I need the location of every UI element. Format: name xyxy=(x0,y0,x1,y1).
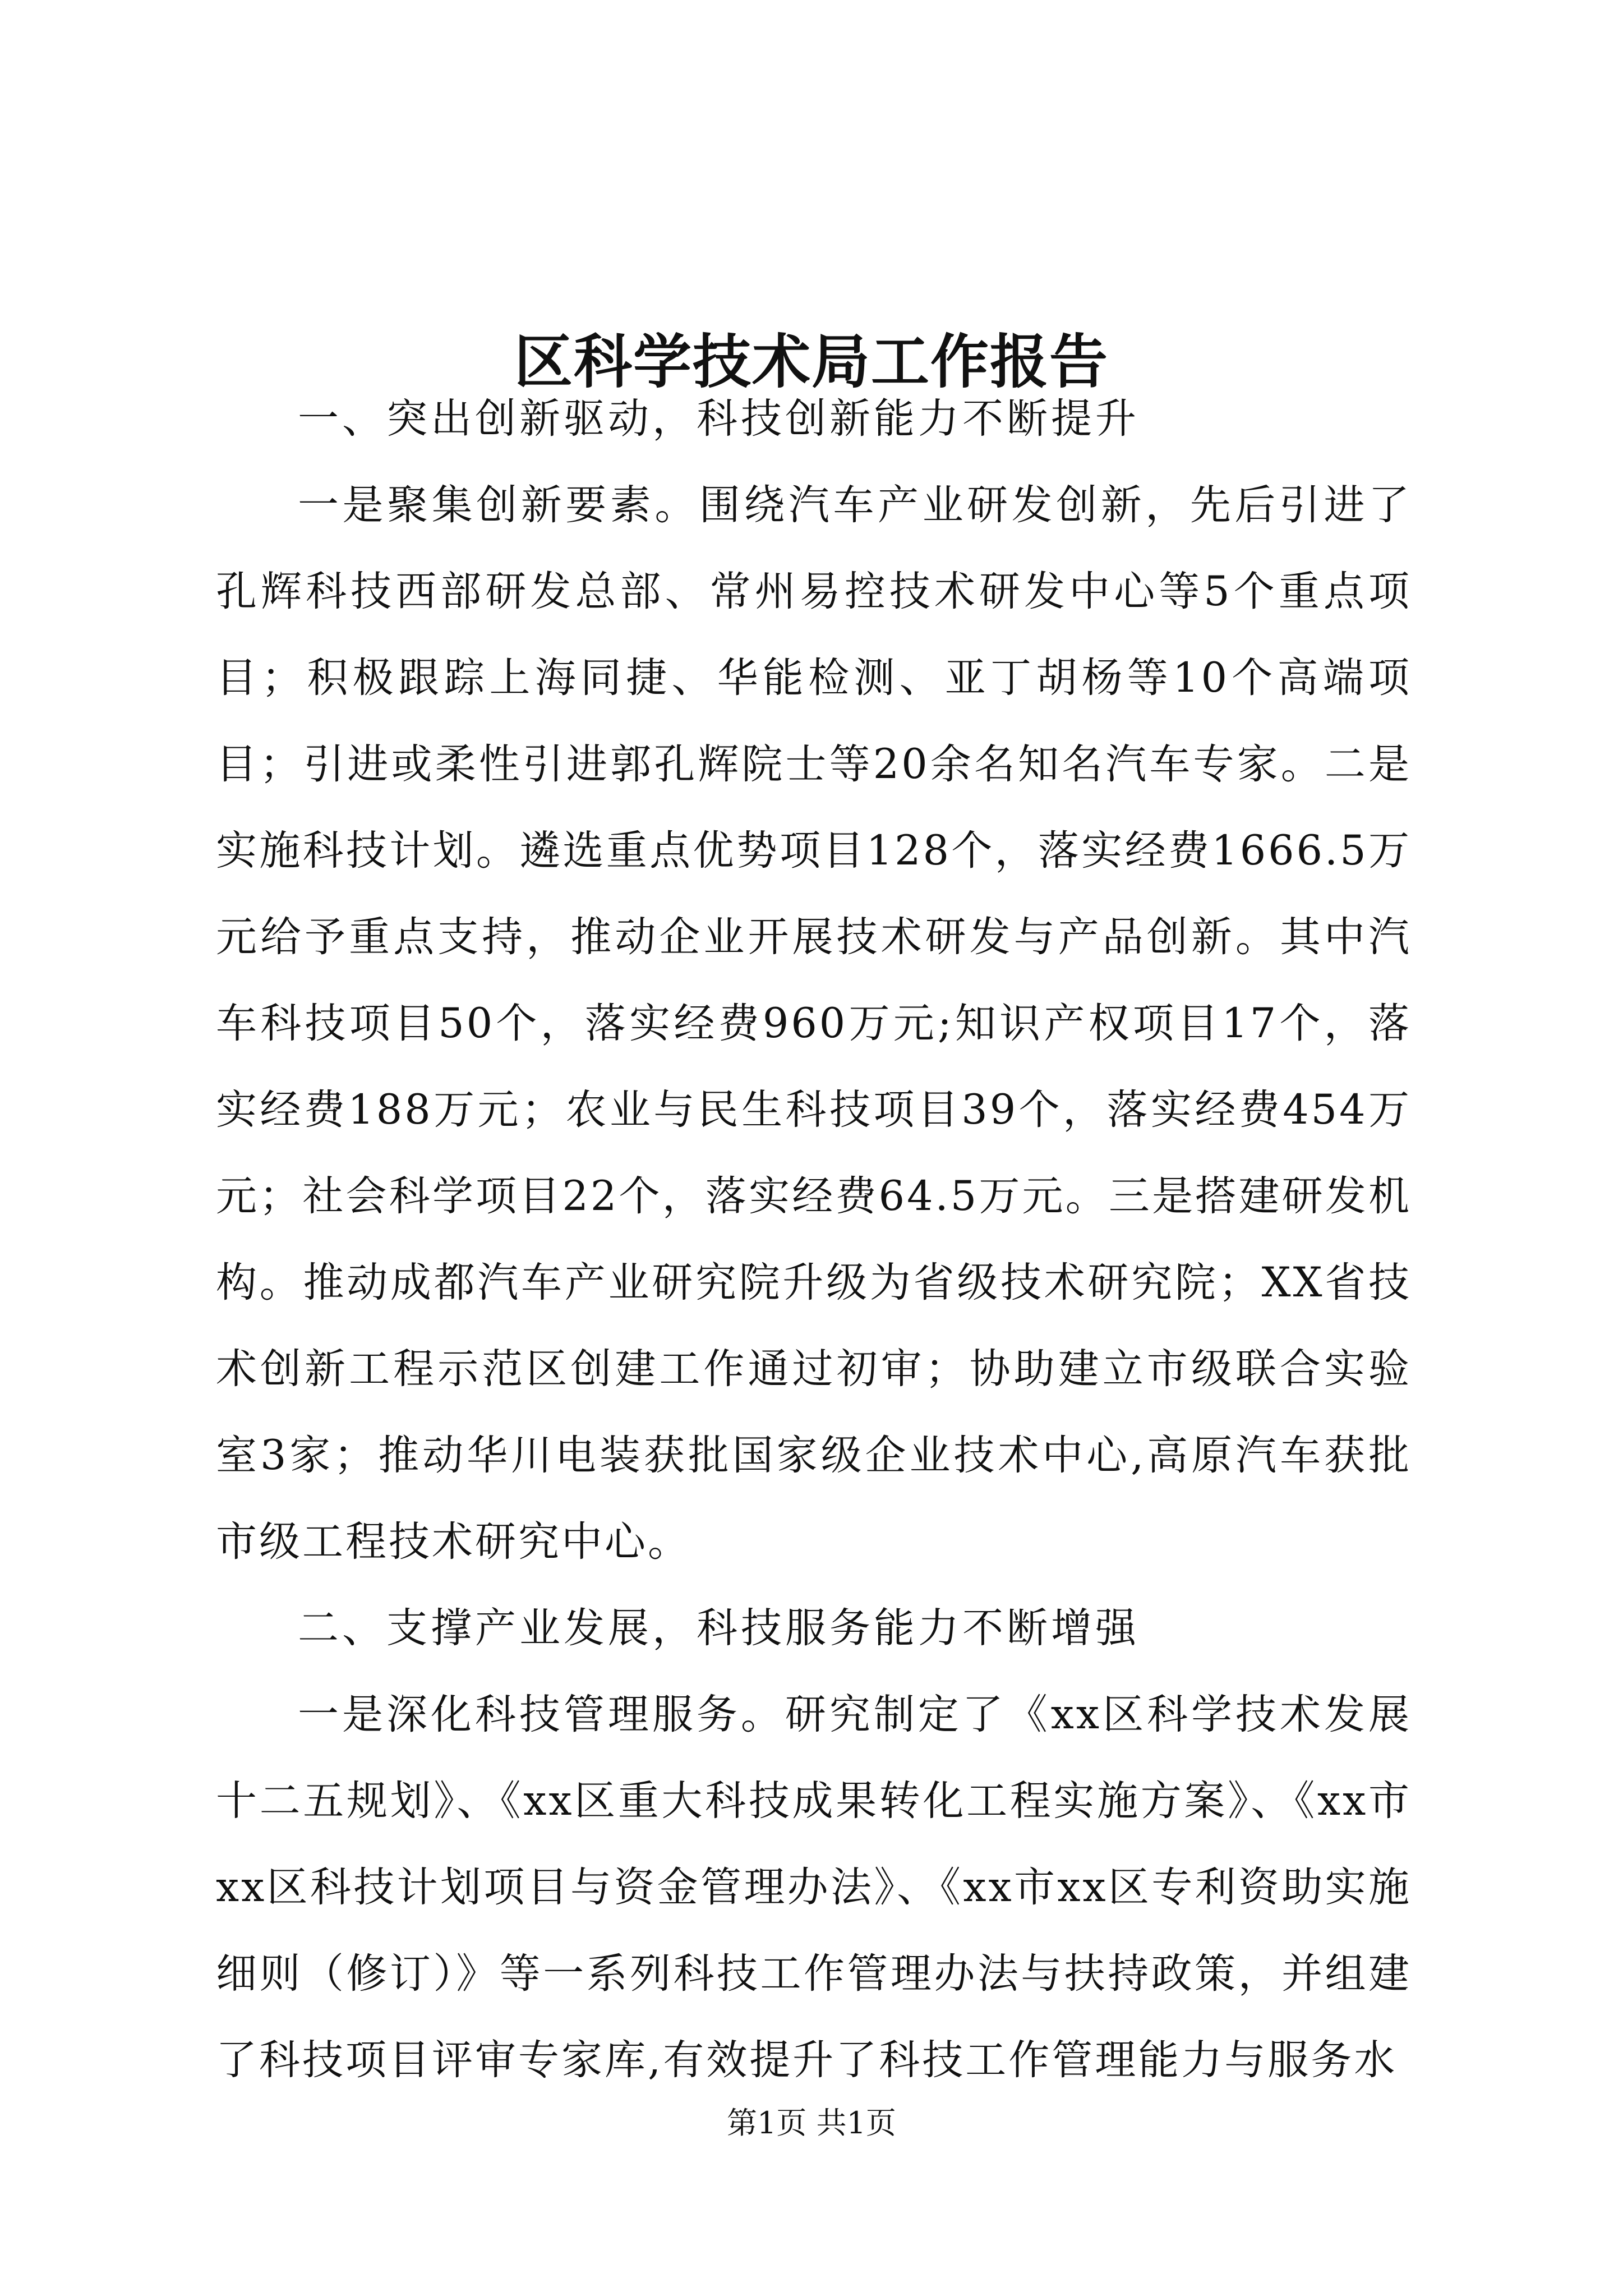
section-paragraph-1: 一是聚集创新要素。围绕汽车产业研发创新，先后引进了孔辉科技西部研发总部、常州易控技术研发中心等5个重点项目；积极跟踪上海同捷、华能检测、亚丁胡杨等10个高端项目；引进或柔性引进郭孔辉院士等20余名知名汽车专家。二是实施科技计划。遴选重点优势项目128个，落实经费1666.5万元给予重点支持，推动企业开展技术研发与产品创新。其中汽车科技项目50个，落实经费960万元;知识产权项目17个，落实经费188万元；农业与民生科技项目39个，落实经费454万元；社会科学项目22个，落实经费64.5万元。三是搭建研发机构。推动成都汽车产业研究院升级为省级技术研究院；XX省技术创新工程示范区创建工作通过初审；协助建立市级联合实验室3家；推动华川电装获批国家级企业技术中心,高原汽车获批市级工程技术研究中心。 xyxy=(216,481,1412,1566)
section-paragraph-2: 一是深化科技管理服务。研究制定了《xx区科学技术发展十二五规划》、《xx区重大科技成果转化工程实施方案》、《xx市xx区科技计划项目与资金管理办法》、《xx市xx区专利资助实施细则（修订）》等一系列科技工作管理办法与扶持政策，并组建了科技项目评审专家库,有效提升了科技工作管理能力与服务水 xyxy=(216,1691,1412,2084)
document-title: 区科学技术局工作报告 xyxy=(514,326,1109,396)
section-heading-2: 二、支撑产业发展，科技服务能力不断增强 xyxy=(298,1604,1140,1652)
page-footer: 第1页 共1页 xyxy=(727,2105,896,2141)
section-heading-1: 一、突出创新驱动，科技创新能力不断提升 xyxy=(298,395,1140,443)
document-body xyxy=(216,376,1412,2104)
